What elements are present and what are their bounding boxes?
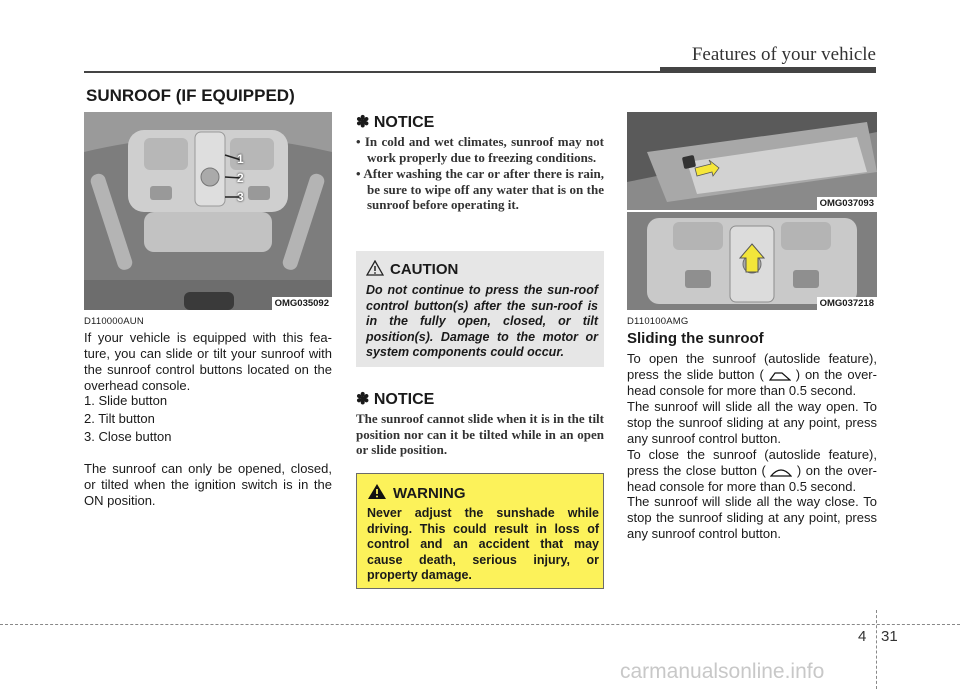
notice-text: The sunroof cannot slide when it is in the tilt position nor can it be tilted while in an open or slide position. (356, 411, 604, 457)
doc-code: D110000AUN (84, 316, 144, 327)
close-text-a: To close the sunroof (autoslide feature), press the close button ( (627, 447, 877, 478)
open-text-a: To open the sunroof (autoslide feature), press the slide button ( (627, 351, 877, 382)
chapter-number: 4 (858, 628, 867, 645)
page-number: 31 (881, 628, 898, 645)
overhead-console-illustration (84, 112, 332, 310)
caution-box (356, 251, 604, 367)
button-list (84, 393, 332, 445)
console-illustration (627, 212, 877, 310)
warning-text: Never adjust the sunshade while driving. This could result in loss of control and an accident that may cause death, serious injury, or property damage. (367, 506, 599, 582)
footer-divider (876, 610, 877, 689)
notice-list (356, 134, 604, 213)
close-paragraph (627, 447, 877, 495)
intro-paragraph: If your vehicle is equipped with this fea-ture, you can slide or tilt your sunroof with the sunroof control buttons located on the overhead console. (84, 330, 332, 393)
caution-icon (366, 260, 384, 276)
watermark: carmanualsonline.info (620, 660, 825, 683)
open-paragraph (627, 351, 877, 399)
sunroof-photo (627, 112, 877, 210)
notice-title: ✽ NOTICE (356, 114, 435, 131)
notice-title: ✽ NOTICE (356, 391, 435, 408)
warning-box (356, 473, 604, 589)
slide-button-icon (769, 370, 791, 382)
callout-3: 3 (237, 190, 244, 204)
overhead-console-photo (84, 112, 332, 310)
close-stop-paragraph: The sunroof will slide all the way close. To stop the sunroof sliding at any point, press any sunroof control button. (627, 494, 877, 541)
open-stop-paragraph: The sunroof will slide all the way open. To stop the sunroof sliding at any point, press any sunroof control button. (627, 399, 877, 446)
callout-2: 2 (237, 171, 244, 185)
list-item: 1. Slide button (84, 393, 168, 408)
photo-label: OMG037093 (817, 197, 877, 210)
running-header: Features of your vehicle (691, 44, 876, 65)
notice-item: • In cold and wet climates, sunroof may not work properly due to freezing conditions. (356, 134, 604, 165)
close-button-icon (770, 466, 792, 478)
warning-title: WARNING (393, 485, 466, 502)
caution-text: Do not continue to press the sun-roof control button(s) after the sun-roof is in the fully open, closed, or tilt position(s). Damage to the motor or system components could occur. (366, 283, 598, 359)
section-title: SUNROOF (IF EQUIPPED) (86, 86, 295, 105)
console-photo (627, 212, 877, 310)
sunroof-illustration (627, 112, 877, 210)
open-text-b: ) on the over-head console for more than 0.5 second. (627, 367, 877, 398)
photo-label: OMG037218 (817, 297, 877, 310)
list-item: 3. Close button (84, 429, 172, 444)
notice-item: • After washing the car or after there is rain, be sure to wipe off any water that is on the sunroof before operating it. (356, 166, 604, 212)
caution-title: CAUTION (390, 261, 459, 278)
header-bar (660, 67, 876, 73)
footer-rule (0, 624, 960, 625)
list-item: 2. Tilt button (84, 411, 155, 426)
warning-icon (367, 483, 387, 500)
subsection-heading: Sliding the sunroof (627, 330, 764, 347)
ignition-note: The sunroof can only be opened, closed, or tilted when the ignition switch is in the ON position. (84, 461, 332, 508)
callout-1: 1 (237, 152, 244, 166)
photo-label: OMG035092 (272, 297, 332, 310)
doc-code: D110100AMG (627, 316, 689, 327)
close-text-b: ) on the over-head console for more than 0.5 second. (627, 463, 877, 494)
